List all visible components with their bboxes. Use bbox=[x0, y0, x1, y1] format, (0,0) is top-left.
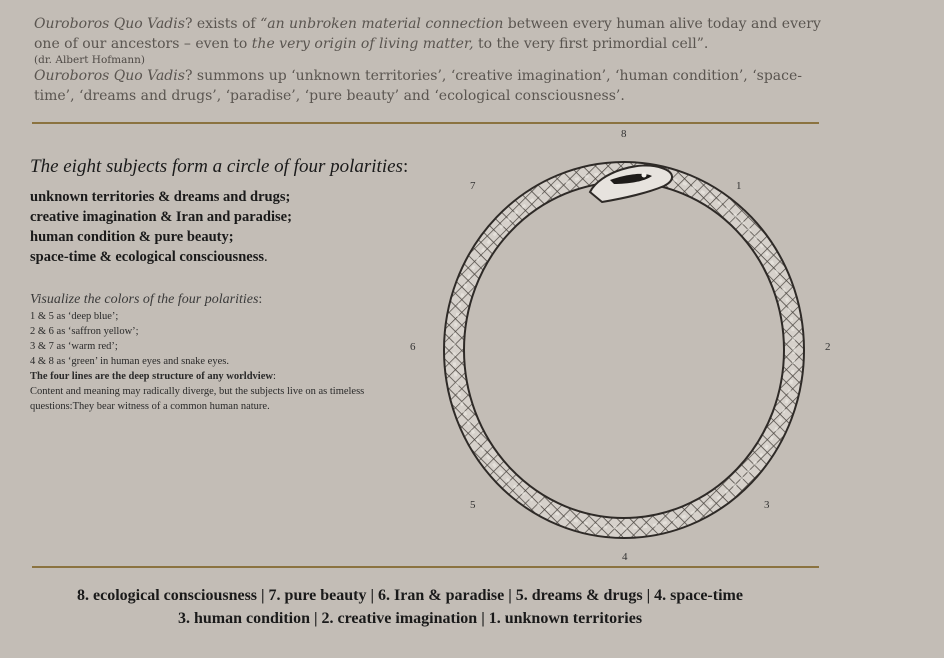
top-divider bbox=[32, 122, 819, 124]
intro-paragraph-2: Ouroboros Quo Vadis? summons up ‘unknown territories’, ‘creative imagination’, ‘human condition’, ‘space-time’, ‘dreams and drugs’, ‘paradise’, ‘pure beauty’ and ‘ecological consciousness’. bbox=[34, 68, 802, 104]
color-line-4: 4 & 8 as ‘green’ in human eyes and snake eyes. bbox=[30, 356, 229, 367]
ouroboros-illustration bbox=[430, 140, 820, 550]
circle-number-1: 1 bbox=[736, 180, 742, 192]
structure-note: Content and meaning may radically diverge, but the subjects live on as timeless questions:They bear witness of a common human nature. bbox=[30, 386, 365, 412]
pair-1: unknown territories & dreams and drugs; bbox=[30, 189, 291, 205]
pair-4: space-time & ecological consciousness bbox=[30, 249, 264, 265]
circle-number-5: 5 bbox=[470, 499, 476, 511]
intro-paragraph-1: Ouroboros Quo Vadis? exists of “an unbroken material connection between every human alive today and every one of our ancestors – even to the very origin of living matter, to the very first primordial cell”. bbox=[34, 16, 821, 52]
color-line-3: 3 & 7 as ‘warm red’; bbox=[30, 341, 118, 352]
subjects-heading: The eight subjects form a circle of four polarities: bbox=[30, 156, 409, 177]
colors-section bbox=[30, 290, 425, 414]
title-italic: Ouroboros Quo Vadis bbox=[34, 16, 185, 32]
colors-heading: Visualize the colors of the four polarities: bbox=[30, 292, 263, 307]
circle-number-8: 8 bbox=[621, 128, 627, 140]
structure-line: The four lines are the deep structure of any worldview: bbox=[30, 371, 276, 382]
color-line-2: 2 & 6 as ‘saffron yellow’; bbox=[30, 326, 139, 337]
circle-number-2: 2 bbox=[825, 341, 831, 353]
circle-number-7: 7 bbox=[470, 180, 476, 192]
circle-number-6: 6 bbox=[410, 341, 416, 353]
title-italic: Ouroboros Quo Vadis bbox=[34, 68, 185, 84]
pair-2: creative imagination & Iran and paradise; bbox=[30, 209, 292, 225]
legend-line-1: 8. ecological consciousness | 7. pure beauty | 6. Iran & paradise | 5. dreams & drugs | 4. space-time bbox=[77, 587, 743, 604]
circle-number-4: 4 bbox=[622, 551, 628, 563]
bottom-divider bbox=[32, 566, 819, 568]
color-line-1: 1 & 5 as ‘deep blue’; bbox=[30, 311, 119, 322]
intro-text bbox=[34, 14, 834, 106]
citation: (dr. Albert Hofmann) bbox=[34, 54, 146, 66]
subjects-legend bbox=[0, 584, 820, 630]
pair-3: human condition & pure beauty; bbox=[30, 229, 234, 245]
circle-number-3: 3 bbox=[764, 499, 770, 511]
polarity-pairs: unknown territories & dreams and drugs; creative imagination & Iran and paradise; human condition & pure beauty; space-time & ecological consciousness. bbox=[30, 189, 292, 265]
legend-line-2: 3. human condition | 2. creative imagination | 1. unknown territories bbox=[177, 610, 643, 627]
